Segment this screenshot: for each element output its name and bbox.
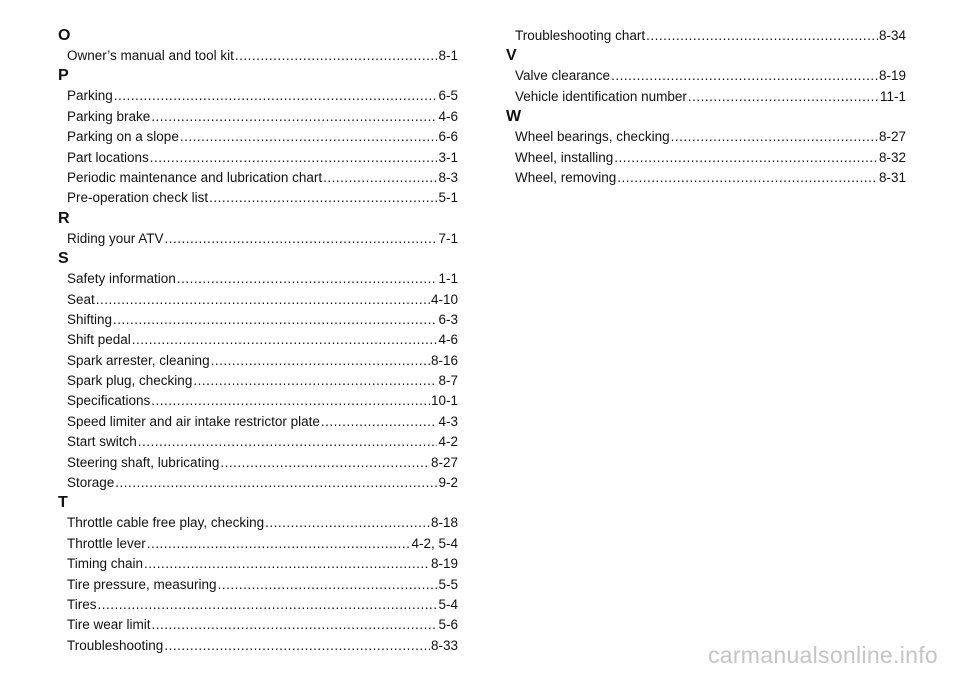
index-entry — [506, 87, 906, 107]
entry-page-number: 8-19 — [878, 68, 906, 84]
entry-label: Wheel, removing — [515, 169, 617, 185]
dot-leader — [96, 290, 430, 310]
entry-label: Speed limiter and air intake restrictor plate — [67, 413, 320, 429]
index-entry — [58, 148, 458, 168]
entry-label: Spark plug, checking — [67, 373, 193, 389]
index-entry — [58, 310, 458, 330]
dot-leader — [211, 351, 430, 371]
entry-page-number: 8-32 — [878, 149, 906, 165]
index-entry — [58, 513, 458, 533]
section-letter-v: V — [506, 47, 517, 65]
entry-page-number: 6-6 — [438, 129, 458, 145]
entry-page-number: 8-3 — [438, 169, 458, 185]
index-entry — [58, 371, 458, 391]
index-entry — [506, 168, 906, 188]
dot-leader — [132, 330, 438, 350]
entry-page-number: 4-10 — [430, 291, 458, 307]
index-entry — [506, 148, 906, 168]
index-entry — [58, 127, 458, 147]
entry-page-number: 5-4 — [438, 596, 458, 612]
entry-label: Safety information — [67, 271, 176, 287]
dot-leader — [180, 127, 438, 147]
entry-page-number: 8-33 — [430, 637, 458, 653]
section-letter-o: O — [58, 27, 71, 44]
entry-page-number: 3-1 — [438, 149, 458, 165]
entry-label: Pre-operation check list — [67, 190, 209, 206]
entry-page-number: 5-6 — [438, 617, 458, 633]
entry-page-number: 8-7 — [438, 373, 458, 389]
section-letter-t: T — [58, 494, 68, 512]
entry-label: Parking brake — [67, 108, 151, 124]
index-entry — [58, 168, 458, 188]
entry-label: Storage — [67, 475, 115, 491]
entry-label: Throttle cable free play, checking — [67, 515, 265, 531]
entry-page-number: 8-19 — [430, 556, 458, 572]
index-column-right — [506, 26, 906, 188]
entry-label: Troubleshooting — [67, 637, 164, 653]
index-entry — [506, 26, 906, 46]
index-entry — [58, 575, 458, 595]
entry-page-number: 4-2 — [438, 434, 458, 450]
dot-leader — [688, 87, 879, 107]
dot-leader — [164, 636, 430, 656]
entry-page-number: 4-6 — [438, 332, 458, 348]
index-entry — [58, 636, 458, 656]
entry-page-number: 4-6 — [438, 108, 458, 124]
entry-label: Vehicle identification number — [515, 88, 687, 104]
dot-leader — [147, 534, 411, 554]
section-letter-p: P — [58, 67, 69, 85]
watermark: carmanualsonline.info — [707, 642, 938, 668]
dot-leader — [218, 575, 438, 595]
dot-leader — [150, 148, 438, 168]
dot-leader — [177, 269, 438, 289]
entry-page-number: 4-2, 5-4 — [411, 535, 458, 551]
dot-leader — [235, 46, 438, 66]
entry-label: Steering shaft, lubricating — [67, 454, 220, 470]
entry-page-number: 8-16 — [430, 352, 458, 368]
dot-leader — [671, 127, 878, 147]
index-entry — [58, 554, 458, 574]
dot-leader — [617, 168, 878, 188]
entry-label: Part locations — [67, 149, 149, 165]
entry-label: Shifting — [67, 311, 113, 327]
index-entry — [58, 269, 458, 289]
entry-page-number: 8-31 — [878, 169, 906, 185]
entry-label: Throttle lever — [67, 535, 146, 551]
entry-page-number: 9-2 — [438, 475, 458, 491]
entry-label: Tire pressure, measuring — [67, 576, 217, 592]
entry-label: Seat — [67, 291, 95, 307]
index-entry — [58, 391, 458, 411]
entry-label: Parking — [67, 88, 113, 104]
dot-leader — [98, 595, 438, 615]
entry-page-number: 5-1 — [438, 190, 458, 206]
entry-label: Start switch — [67, 434, 137, 450]
section-letter-w: W — [506, 108, 522, 126]
dot-leader — [152, 615, 438, 635]
index-entry — [58, 46, 458, 66]
dot-leader — [611, 66, 878, 86]
dot-leader — [138, 432, 438, 452]
dot-leader — [113, 310, 437, 330]
index-entry — [506, 66, 906, 86]
entry-label: Shift pedal — [67, 332, 131, 348]
entry-page-number: 8-18 — [430, 515, 458, 531]
entry-page-number: 1-1 — [438, 271, 458, 287]
dot-leader — [165, 229, 438, 249]
entry-label: Tire wear limit — [67, 617, 151, 633]
entry-page-number: 5-5 — [438, 576, 458, 592]
index-column-left — [58, 26, 458, 656]
dot-leader — [321, 412, 438, 432]
entry-label: Wheel bearings, checking — [515, 129, 670, 145]
entry-page-number: 8-27 — [878, 129, 906, 145]
entry-label: Specifications — [67, 393, 151, 409]
entry-label: Tires — [67, 596, 97, 612]
index-entry — [58, 351, 458, 371]
dot-leader — [323, 168, 437, 188]
entry-page-number: 4-3 — [438, 413, 458, 429]
index-entry — [58, 534, 458, 554]
entry-page-number: 8-27 — [430, 454, 458, 470]
entry-label: Timing chain — [67, 556, 144, 572]
index-entry — [58, 615, 458, 635]
entry-page-number: 10-1 — [430, 393, 458, 409]
entry-label: Troubleshooting chart — [515, 28, 646, 43]
index-entry — [58, 473, 458, 493]
dot-leader — [614, 148, 878, 168]
index-entry — [58, 290, 458, 310]
dot-leader — [220, 453, 430, 473]
entry-label: Riding your ATV — [67, 230, 164, 246]
entry-page-number: 7-1 — [438, 230, 458, 246]
dot-leader — [646, 26, 878, 46]
entry-label: Valve clearance — [515, 68, 611, 84]
dot-leader — [151, 391, 430, 411]
index-entry — [58, 412, 458, 432]
index-entry — [58, 86, 458, 106]
index-entry — [58, 595, 458, 615]
index-entry — [506, 127, 906, 147]
dot-leader — [193, 371, 437, 391]
index-entry — [58, 432, 458, 452]
dot-leader — [115, 473, 437, 493]
entry-label: Owner’s manual and tool kit — [67, 48, 234, 63]
entry-label: Periodic maintenance and lubrication chart — [67, 169, 323, 185]
entry-page-number: 8-34 — [878, 28, 906, 43]
index-entry — [58, 107, 458, 127]
index-entry — [58, 229, 458, 249]
entry-page-number: 6-5 — [438, 88, 458, 104]
entry-label: Parking on a slope — [67, 129, 179, 145]
entry-page-number: 8-1 — [438, 48, 458, 63]
entry-label: Spark arrester, cleaning — [67, 352, 210, 368]
dot-leader — [209, 188, 437, 208]
index-entry — [58, 453, 458, 473]
entry-label: Wheel, installing — [515, 149, 614, 165]
dot-leader — [144, 554, 430, 574]
index-entry — [58, 188, 458, 208]
entry-page-number: 6-3 — [438, 311, 458, 327]
index-entry — [58, 330, 458, 350]
dot-leader — [151, 107, 437, 127]
entry-page-number: 11-1 — [879, 88, 906, 104]
section-letter-r: R — [58, 209, 70, 227]
dot-leader — [265, 513, 430, 533]
section-letter-s: S — [58, 250, 69, 268]
dot-leader — [114, 86, 438, 106]
